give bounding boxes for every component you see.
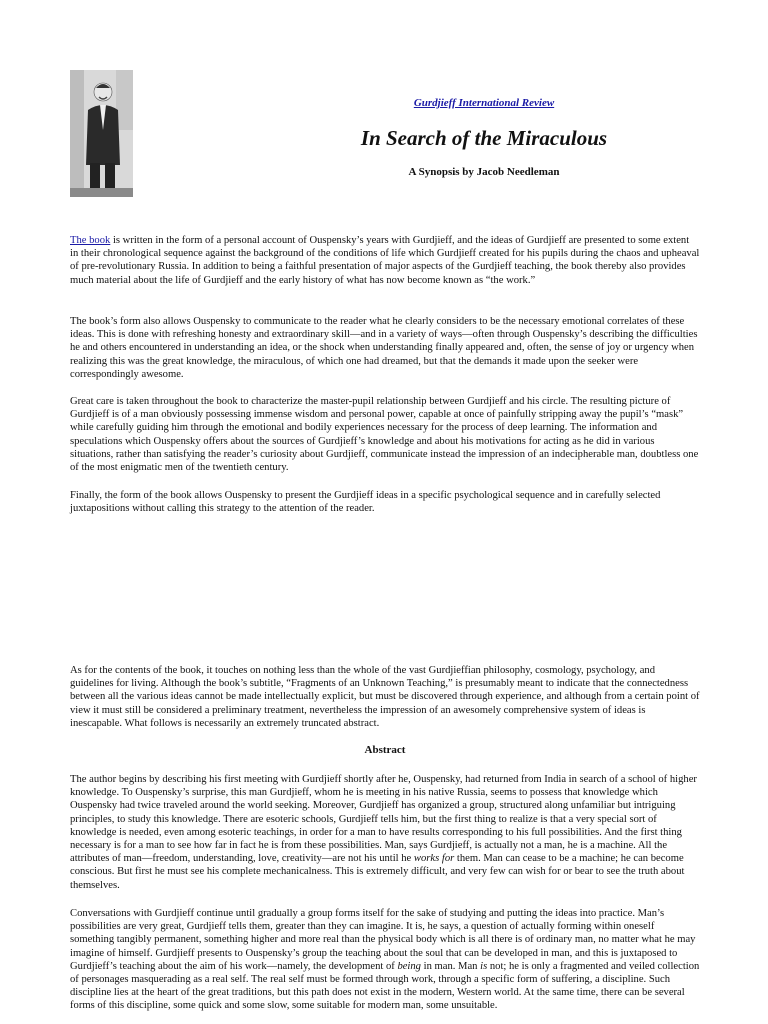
- abstract-paragraph-1: [70, 773, 700, 892]
- abstract-p1-emphasis: works for: [413, 853, 455, 865]
- intro-paragraph-3: Great care is taken throughout the book to characterize the master-pupil relationship between Gurdjieff and his circle. The resulting picture of Gurdjieff is of a man obviously possessing immense wisdom and personal power, capable at once of painfully stripping away the pupil’s “mask” while carefully guiding him through the emotional and bodily experiences necessary for the process of deep learning. The information and speculations which Ouspensky offers about the sources of Gurdjieff’s knowledge and about his motivations for acting as he did in various situations, rather than satisfying the reader’s curiosity about Gurdjieff, communicate instead the impression of an indecipherable man, doubtless one of the most enigmatic men of the twentieth century.: [70, 396, 699, 474]
- page-subtitle: A Synopsis by Jacob Needleman: [408, 166, 560, 178]
- abstract-paragraph-2: [70, 907, 700, 1013]
- page-title: In Search of the Miraculous: [360, 126, 608, 150]
- abstract-p2-text-a: Conversations with Gurdjieff continue until gradually a group forms itself for the sake of studying and putting the ideas into practice. Man’s possibilities are very great, Gurdjieff tells them, greater than they can imagine. It is, he says, a question of actually forming within oneself something tangibly permanent, something higher and more real than the physical body which is all there is of ordinary man, no matter what he may imagine of himself. Gurdjieff presents to Ouspensky’s group the teaching about the soul that can be developed in man, and this is juxtaposed to Gurdjieff’s teaching about the aim of his work—namely, the development of: [70, 908, 696, 972]
- book-link[interactable]: The book: [70, 235, 111, 246]
- intro-paragraph-4: Finally, the form of the book allows Ouspensky to present the Gurdjieff ideas in a specific psychological sequence and in carefully selected juxtapositions without calling this strategy to the attention of the reader.: [70, 490, 661, 515]
- abstract-p2-text-b: in man. Man: [420, 960, 481, 972]
- abstract-p1-text-a: The author begins by describing his first meeting with Gurdjieff shortly after he, Ouspensky, had returned from India in search of a school of higher knowledge. To Ouspensky’s surprise, this man Gurdjieff, whom he is meeting in his native Russia, seems to possess that knowledge which Ouspensky had twice traveled around the world seeking. Moreover, Gurdjieff has organized a group, structured along unfamiliar but intriguing principles, to study this knowledge. There are esoteric schools, Gurdjieff tells him, but the first thing to realize is that a very special sort of knowledge is needed, even among esoteric teachings, in order for a man to have results corresponding to his full possibilities. And the first thing necessary is for a man to see how far in fact he is from these possibilities. Man, says Gurdjieff, is actually not a man, he is a machine. All the attributes of man—freedom, understanding, love, creativity—are not his until he: [70, 774, 697, 865]
- intro-paragraph-1: [70, 234, 700, 287]
- abstract-heading: Abstract: [364, 744, 406, 756]
- intro-paragraph-2: The book’s form also allows Ouspensky to communicate to the reader what he clearly considers to be the necessary emotional correlates of these ideas. This is done with refreshing honesty and extraordinary skill—and in a variety of ways—often through Ouspensky’s describing the difficulties he and others encountered in understanding an idea, or the shock when understanding finally appeared and, often, the sense of joy or urgency when realizing this was the great knowledge, the miraculous, of which one had dreamed, but that the demands it made upon the seeker were correspondingly awesome.: [70, 316, 698, 380]
- abstract-p2-text-c: not; he is only a fragmented and veiled collection of personages masquerading as a real self. The real self must be formed through work, through a specific form of suffering, a discipline. Such discipline lies at the heart of the great traditions, but this path does not exist in the modern, Western world. At the same time, there can be several forms of this discipline, some quick and some slow, some suitable for modern man, some unsuitable.: [70, 960, 700, 1012]
- abstract-p2-emphasis-being: being: [397, 960, 421, 972]
- abstract-p2-emphasis-is: is: [480, 960, 488, 972]
- intro-paragraph-5: As for the contents of the book, it touches on nothing less than the whole of the vast Gurdjieffian philosophy, cosmology, psychology, and guidelines for living. Although the book’s subtitle, “Fragments of an Unknown Teaching,” is presumably meant to indicate that the connectedness between all the various ideas cannot be made intellectually explicit, but must be discovered through experience, and although from a certain point of view it must still be considered a preliminary treatment, nevertheless the impression of an awesomely comprehensive system of ideas is inescapable. What follows is necessarily an extremely truncated abstract.: [70, 665, 700, 729]
- gurdjieff-review-link[interactable]: Gurdjieff International Review: [413, 97, 555, 109]
- intro-paragraph-1-text: is written in the form of a personal account of Ouspensky’s years with Gurdjieff, and the ideas of Gurdjieff are presented to some extent in their chronological sequence against the background of the conditions of life which Gurdjieff created for his pupils during the chaos and upheaval of pre-revolutionary Russia. In addition to being a faithful presentation of major aspects of the Gurdjieff teaching, the book thereby also provides much material about the life of Gurdjieff and the early history of what has now become known as “the work.”: [70, 235, 700, 286]
- gurdjieff-portrait-photo: [70, 70, 133, 197]
- abstract-p1-text-b: them. Man can cease to be a machine; he can become conscious. But first he must see his complete mechanicalness. This is extremely difficult, and very few can wish for or bear to see the truth about themselves.: [70, 853, 685, 891]
